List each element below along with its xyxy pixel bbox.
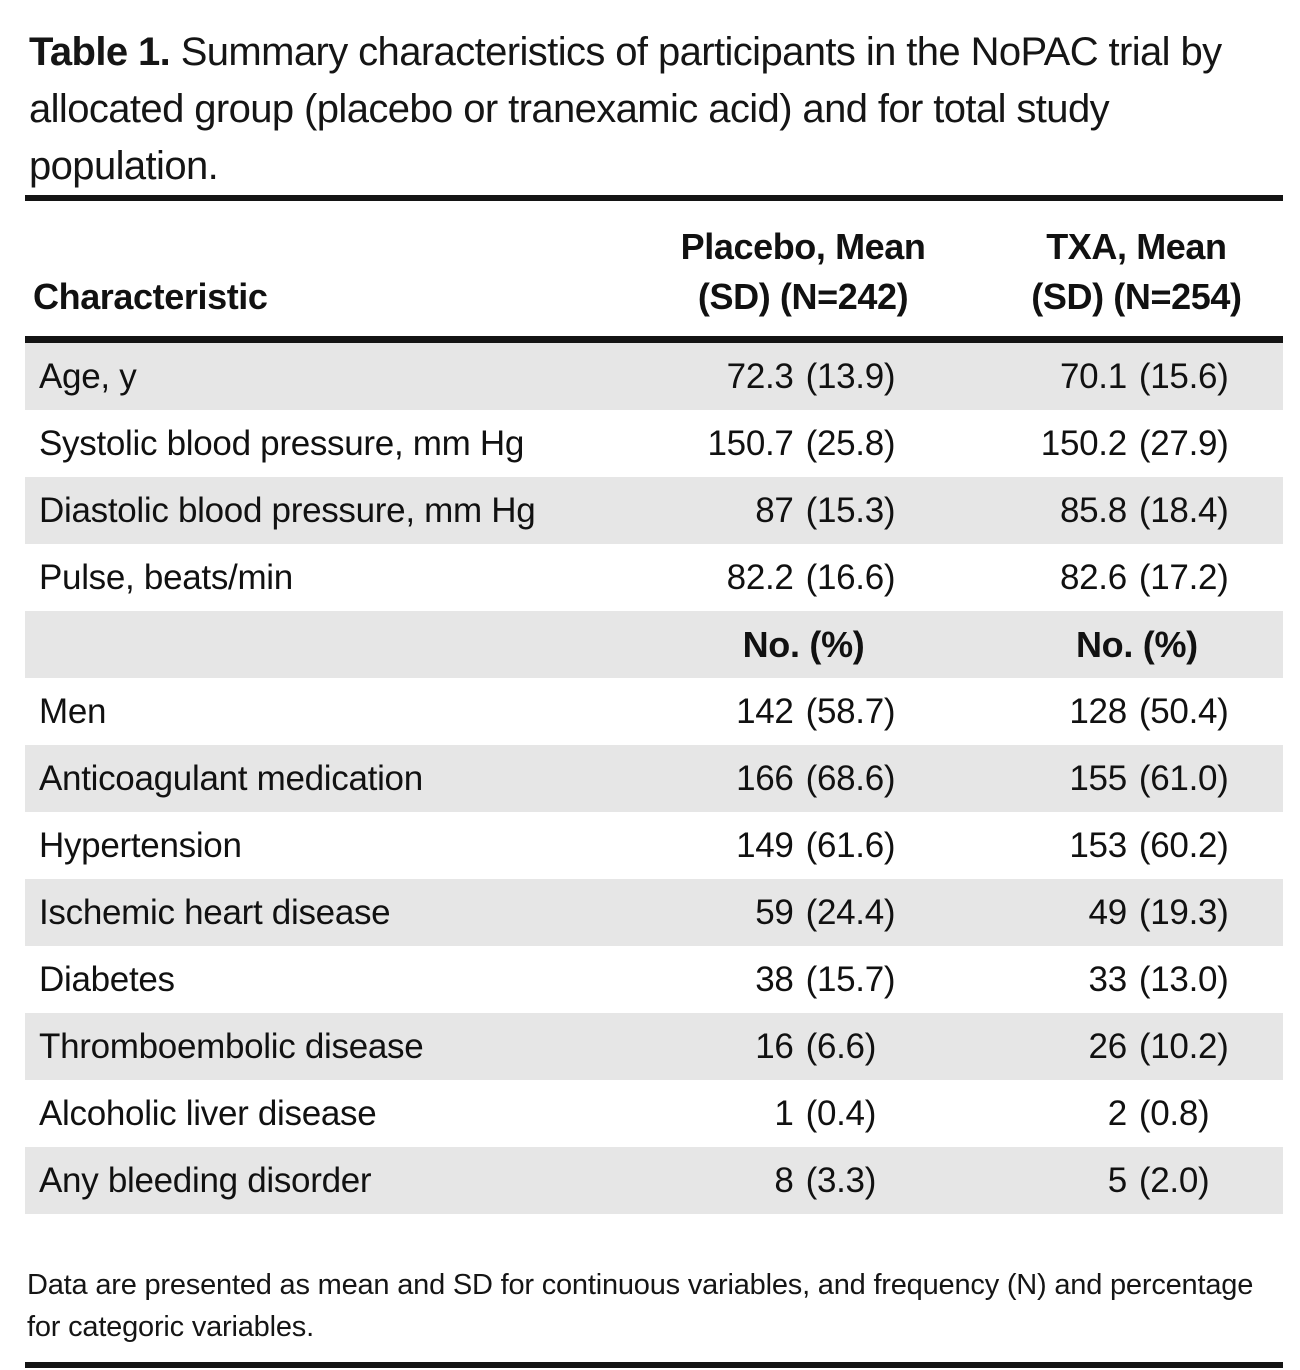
table-row-systolic-bp: [25, 410, 1283, 477]
column-header-characteristic: Characteristic: [33, 276, 268, 317]
value-paren: (15.7): [805, 959, 896, 999]
table-number: Table 1.: [29, 30, 171, 74]
cell-txa: [951, 879, 1283, 946]
column-header-txa-line1: TXA, Mean: [1046, 226, 1227, 267]
value-number: 82.2: [726, 557, 794, 597]
value-paren: (19.3): [1138, 892, 1229, 932]
value-number: 87: [755, 490, 794, 530]
table-row-age: [25, 340, 1283, 411]
value-number: 49: [1088, 892, 1127, 932]
value-paren: (13.9): [805, 356, 896, 396]
table-footnote: Data are presented as mean and SD for continuous variables, and frequency (N) and percentage for categoric variables.: [27, 1269, 1254, 1343]
cell-placebo: [616, 410, 951, 477]
value-number: 128: [1069, 691, 1127, 731]
value-paren: (68.6): [805, 758, 896, 798]
row-label: Thromboembolic disease: [39, 1026, 424, 1066]
cell-placebo: [616, 812, 951, 879]
row-label: Alcoholic liver disease: [39, 1093, 377, 1133]
cell-txa: [951, 678, 1283, 745]
value-number: 72.3: [726, 356, 794, 396]
value-paren: (25.8): [805, 423, 896, 463]
column-header-placebo: [616, 198, 951, 340]
value-paren: (15.3): [805, 490, 896, 530]
row-label: Any bleeding disorder: [39, 1160, 372, 1200]
cell-placebo: [616, 946, 951, 1013]
value-number: 26: [1088, 1026, 1127, 1066]
value-number: 155: [1069, 758, 1127, 798]
table-caption: [25, 24, 1283, 195]
cell-placebo: [616, 745, 951, 812]
table-subheader-row: [25, 611, 1283, 678]
cell-placebo: [616, 678, 951, 745]
row-label: Hypertension: [39, 825, 242, 865]
value-paren: (0.8): [1138, 1093, 1210, 1133]
cell-txa: [951, 1013, 1283, 1080]
value-number: 82.6: [1059, 557, 1127, 597]
table-caption-text: Summary characteristics of participants in the NoPAC trial by allocated group (placebo or tranexamic acid) and for total study population.: [29, 30, 1222, 188]
value-paren: (13.0): [1138, 959, 1229, 999]
value-paren: (61.6): [805, 825, 896, 865]
column-header-placebo-line2: (SD) (N=242): [697, 276, 909, 317]
table-row-men: [25, 678, 1283, 745]
table-row-alcoholic-liver-disease: [25, 1080, 1283, 1147]
column-header-placebo-line1: Placebo, Mean: [680, 226, 926, 267]
table-row-thromboembolic: [25, 1013, 1283, 1080]
value-paren: (16.6): [805, 557, 896, 597]
cell-txa: [951, 477, 1283, 544]
column-header-txa: [951, 198, 1283, 340]
value-number: 85.8: [1059, 490, 1127, 530]
value-number: 38: [755, 959, 794, 999]
value-number: 59: [755, 892, 794, 932]
table-row-anticoagulant: [25, 745, 1283, 812]
cell-placebo: [616, 1013, 951, 1080]
value-number: 1: [774, 1093, 794, 1133]
value-number: 33: [1088, 959, 1127, 999]
value-paren: (27.9): [1138, 423, 1229, 463]
cell-placebo: [616, 879, 951, 946]
value-paren: (50.4): [1138, 691, 1229, 731]
cell-txa: [951, 946, 1283, 1013]
table-row-pulse: [25, 544, 1283, 611]
cell-placebo: [616, 1147, 951, 1214]
table-row-bleeding-disorder: [25, 1147, 1283, 1214]
subheader-empty-cell: [25, 611, 616, 678]
row-label: Diastolic blood pressure, mm Hg: [39, 490, 536, 530]
row-label: Age, y: [39, 356, 137, 396]
value-paren: (61.0): [1138, 758, 1229, 798]
cell-placebo: [616, 544, 951, 611]
value-number: 2: [1107, 1093, 1127, 1133]
cell-txa: [951, 340, 1283, 411]
value-number: 16: [755, 1026, 794, 1066]
cell-txa: [951, 745, 1283, 812]
table-row-diabetes: [25, 946, 1283, 1013]
value-number: 5: [1107, 1160, 1127, 1200]
cell-placebo: [616, 340, 951, 411]
value-number: 153: [1069, 825, 1127, 865]
value-number: 149: [736, 825, 794, 865]
cell-txa: [951, 544, 1283, 611]
row-label: Diabetes: [39, 959, 175, 999]
value-paren: (17.2): [1138, 557, 1229, 597]
summary-characteristics-table: [25, 195, 1283, 1214]
value-number: 70.1: [1059, 356, 1127, 396]
value-paren: (0.4): [805, 1093, 877, 1133]
value-paren: (58.7): [805, 691, 896, 731]
value-paren: (60.2): [1138, 825, 1229, 865]
value-number: 142: [736, 691, 794, 731]
table-header-row: [25, 198, 1283, 340]
cell-placebo: [616, 1080, 951, 1147]
value-paren: (3.3): [805, 1160, 877, 1200]
table-row-hypertension: [25, 812, 1283, 879]
cell-placebo: [616, 477, 951, 544]
value-paren: (15.6): [1138, 356, 1229, 396]
value-number: 150.7: [707, 423, 794, 463]
row-label: Systolic blood pressure, mm Hg: [39, 423, 525, 463]
row-label: Pulse, beats/min: [39, 557, 293, 597]
cell-txa: [951, 1147, 1283, 1214]
value-number: 166: [736, 758, 794, 798]
row-label: Anticoagulant medication: [39, 758, 423, 798]
subheader-placebo-no-pct: No. (%): [742, 623, 865, 665]
row-label: Ischemic heart disease: [39, 892, 391, 932]
value-paren: (24.4): [805, 892, 896, 932]
value-paren: (6.6): [805, 1026, 877, 1066]
cell-txa: [951, 410, 1283, 477]
table-row-diastolic-bp: [25, 477, 1283, 544]
value-paren: (2.0): [1138, 1160, 1210, 1200]
subheader-txa-no-pct: No. (%): [1075, 623, 1198, 665]
value-paren: (10.2): [1138, 1026, 1229, 1066]
value-number: 8: [774, 1160, 794, 1200]
table-row-ischemic-heart-disease: [25, 879, 1283, 946]
value-paren: (18.4): [1138, 490, 1229, 530]
column-header-txa-line2: (SD) (N=254): [1031, 276, 1242, 317]
bottom-rule: [25, 1362, 1283, 1368]
value-number: 150.2: [1040, 423, 1127, 463]
row-label: Men: [39, 691, 107, 731]
cell-txa: [951, 812, 1283, 879]
cell-txa: [951, 1080, 1283, 1147]
